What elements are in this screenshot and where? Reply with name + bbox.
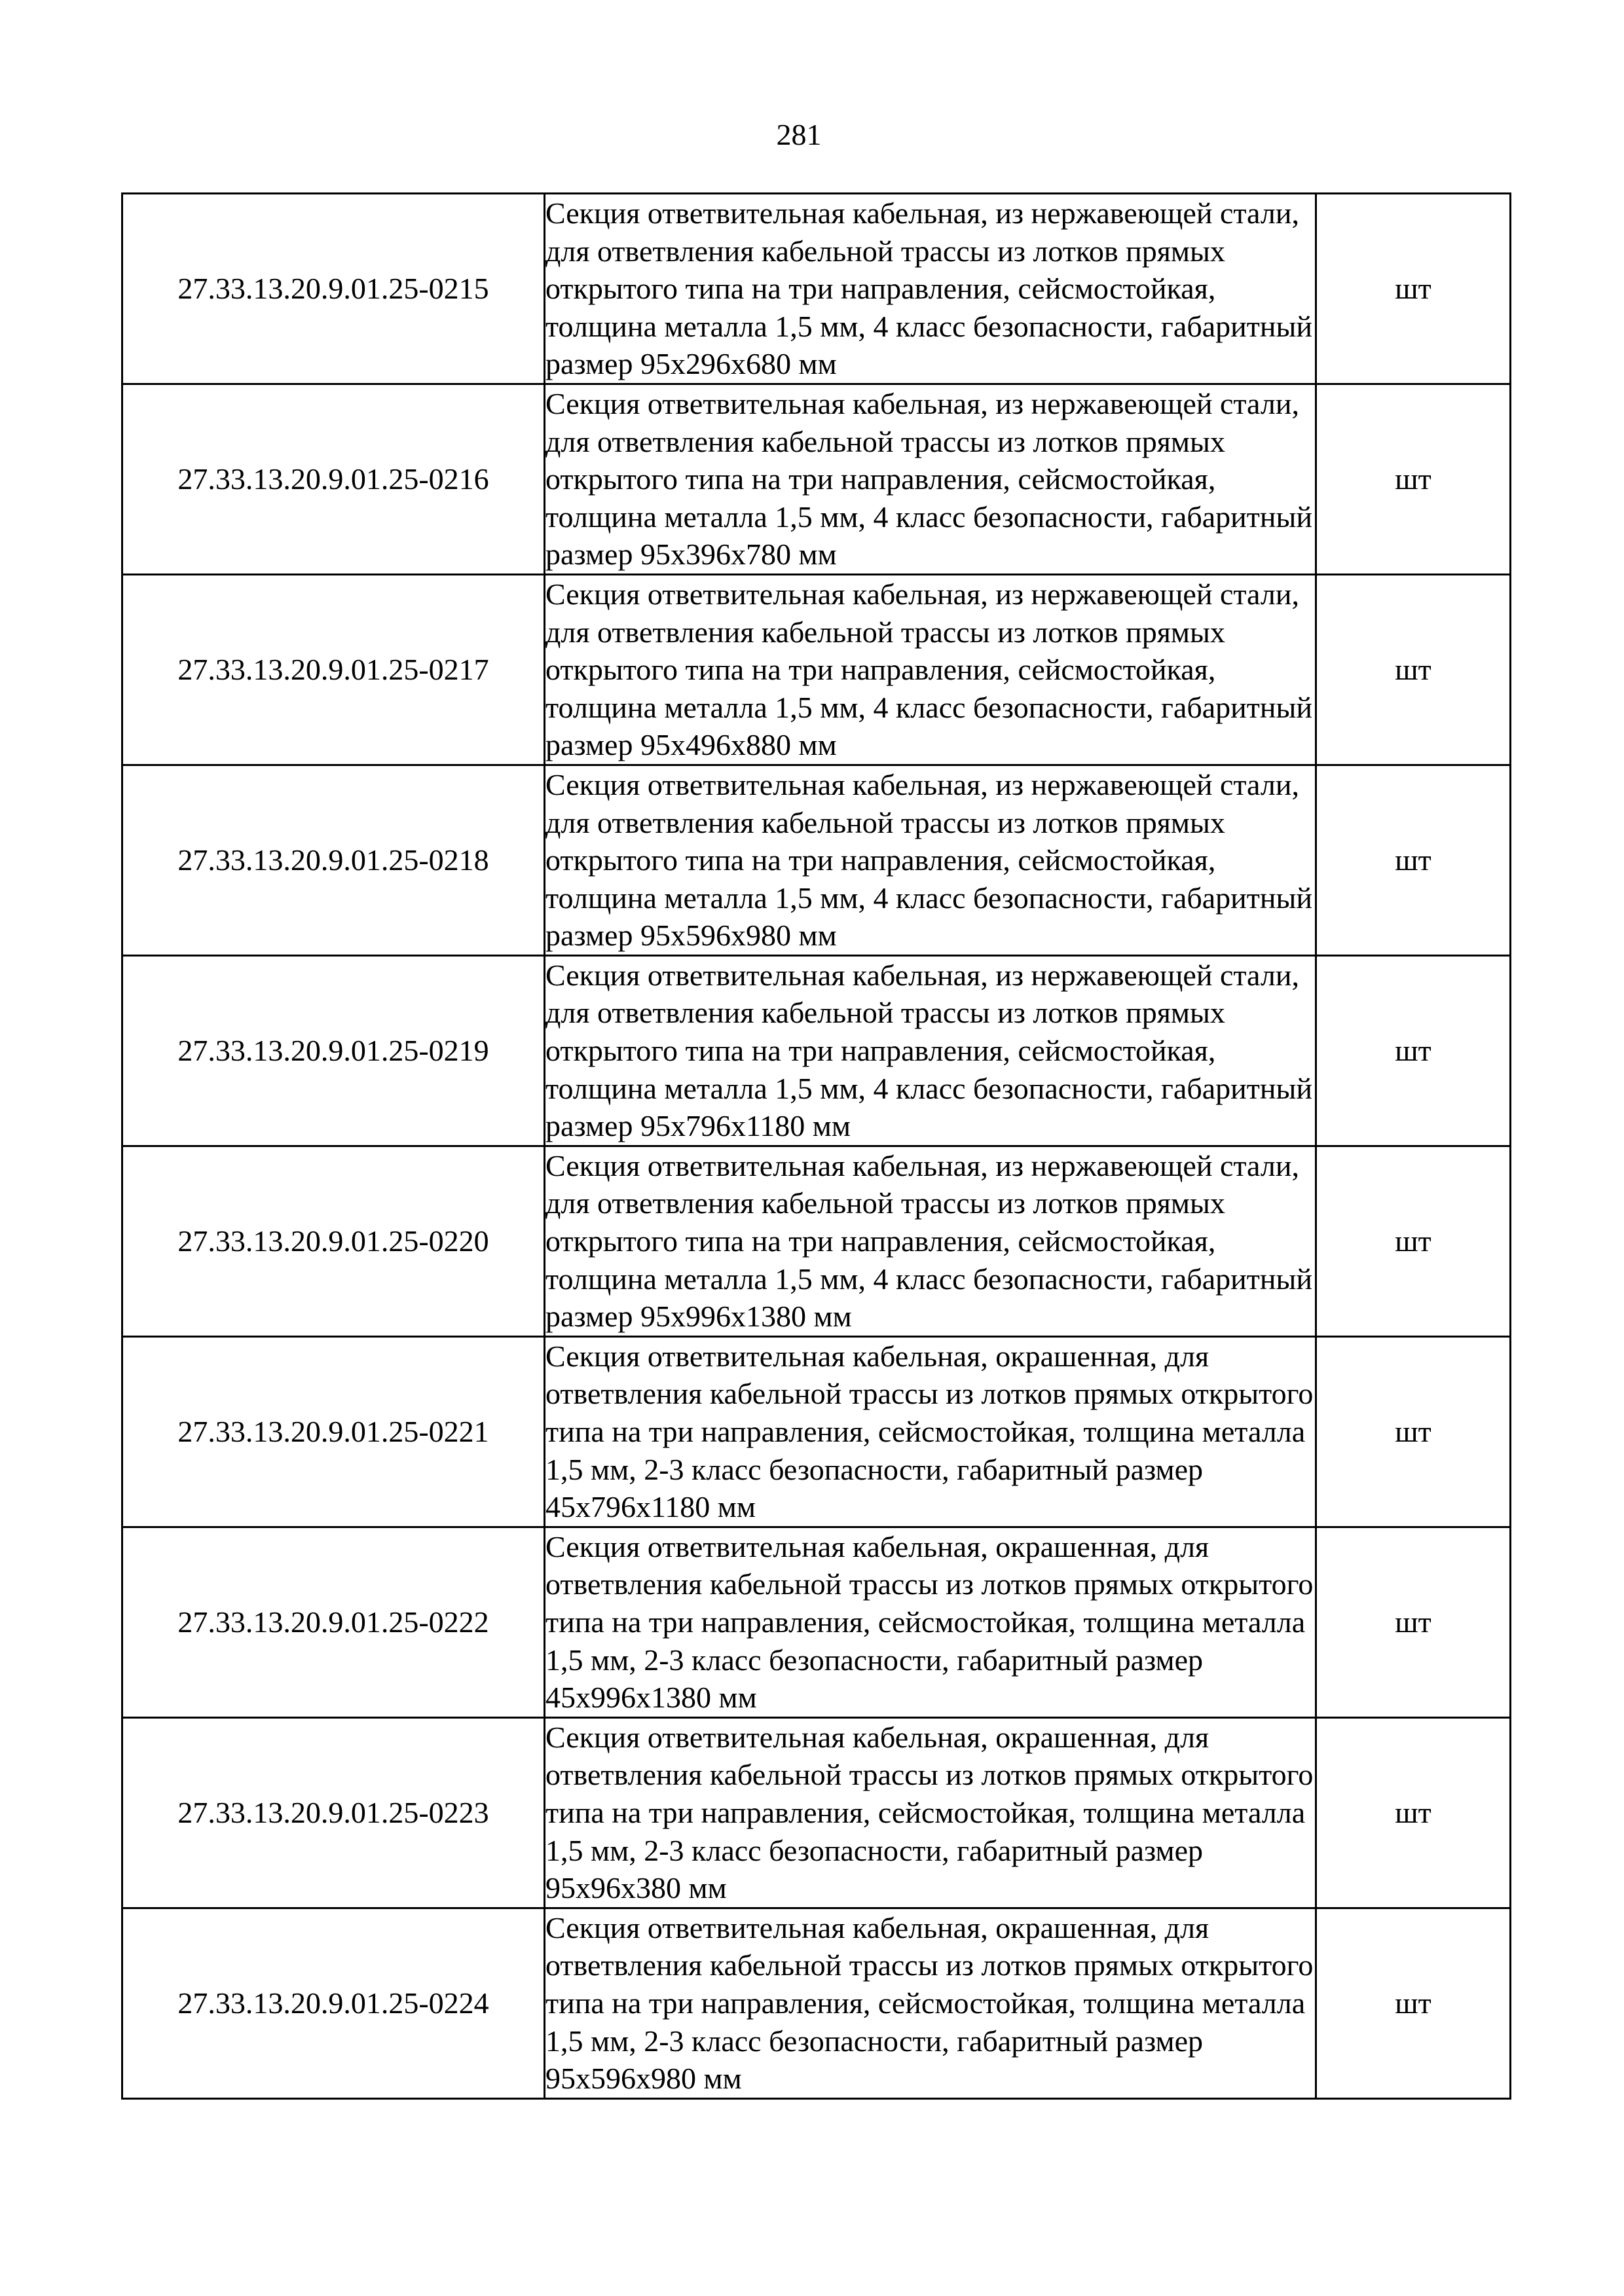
description-cell: Секция ответвительная кабельная, окрашенная, для ответвления кабельной трассы из лотков прямых открытого типа на три направления, сейсмостойкая, толщина металла 1,5 мм, 2-3 класс безопасности, габаритный размер 45х996х1380 мм <box>545 1527 1316 1717</box>
unit-cell: шт <box>1316 765 1511 955</box>
unit-cell: шт <box>1316 194 1511 384</box>
table-row <box>122 1146 1511 1336</box>
table-row <box>122 574 1511 765</box>
table-row <box>122 1527 1511 1717</box>
unit-cell: шт <box>1316 1527 1511 1717</box>
code-cell: 27.33.13.20.9.01.25-0224 <box>122 1908 545 2098</box>
code-cell: 27.33.13.20.9.01.25-0223 <box>122 1717 545 1908</box>
code-cell: 27.33.13.20.9.01.25-0219 <box>122 955 545 1146</box>
description-cell: Секция ответвительная кабельная, из нержавеющей стали, для ответвления кабельной трассы из лотков прямых открытого типа на три направления, сейсмостойкая, толщина металла 1,5 мм, 4 класс безопасности, габаритный размер 95х996х1380 мм <box>545 1146 1316 1336</box>
unit-cell: шт <box>1316 1908 1511 2098</box>
unit-cell: шт <box>1316 1146 1511 1336</box>
description-cell: Секция ответвительная кабельная, из нержавеющей стали, для ответвления кабельной трассы из лотков прямых открытого типа на три направления, сейсмостойкая, толщина металла 1,5 мм, 4 класс безопасности, габаритный размер 95х496х880 мм <box>545 574 1316 765</box>
unit-cell: шт <box>1316 1336 1511 1527</box>
code-cell: 27.33.13.20.9.01.25-0221 <box>122 1336 545 1527</box>
unit-cell: шт <box>1316 574 1511 765</box>
code-cell: 27.33.13.20.9.01.25-0217 <box>122 574 545 765</box>
description-cell: Секция ответвительная кабельная, из нержавеющей стали, для ответвления кабельной трассы из лотков прямых открытого типа на три направления, сейсмостойкая, толщина металла 1,5 мм, 4 класс безопасности, габаритный размер 95х596х980 мм <box>545 765 1316 955</box>
unit-cell: шт <box>1316 1717 1511 1908</box>
description-cell: Секция ответвительная кабельная, из нержавеющей стали, для ответвления кабельной трассы из лотков прямых открытого типа на три направления, сейсмостойкая, толщина металла 1,5 мм, 4 класс безопасности, габаритный размер 95х396х780 мм <box>545 384 1316 574</box>
page-number: 281 <box>776 118 822 151</box>
code-cell: 27.33.13.20.9.01.25-0215 <box>122 194 545 384</box>
code-cell: 27.33.13.20.9.01.25-0216 <box>122 384 545 574</box>
description-cell: Секция ответвительная кабельная, из нержавеющей стали, для ответвления кабельной трассы из лотков прямых открытого типа на три направления, сейсмостойкая, толщина металла 1,5 мм, 4 класс безопасности, габаритный размер 95х796х1180 мм <box>545 955 1316 1146</box>
description-cell: Секция ответвительная кабельная, окрашенная, для ответвления кабельной трассы из лотков прямых открытого типа на три направления, сейсмостойкая, толщина металла 1,5 мм, 2-3 класс безопасности, габаритный размер 95х596х980 мм <box>545 1908 1316 2098</box>
table-row <box>122 194 1511 384</box>
unit-cell: шт <box>1316 384 1511 574</box>
table-row <box>122 765 1511 955</box>
code-cell: 27.33.13.20.9.01.25-0220 <box>122 1146 545 1336</box>
table-row <box>122 1908 1511 2098</box>
code-cell: 27.33.13.20.9.01.25-0218 <box>122 765 545 955</box>
table-row <box>122 955 1511 1146</box>
description-cell: Секция ответвительная кабельная, окрашенная, для ответвления кабельной трассы из лотков прямых открытого типа на три направления, сейсмостойкая, толщина металла 1,5 мм, 2-3 класс безопасности, габаритный размер 45х796х1180 мм <box>545 1336 1316 1527</box>
code-cell: 27.33.13.20.9.01.25-0222 <box>122 1527 545 1717</box>
description-cell: Секция ответвительная кабельная, из нержавеющей стали, для ответвления кабельной трассы из лотков прямых открытого типа на три направления, сейсмостойкая, толщина металла 1,5 мм, 4 класс безопасности, габаритный размер 95х296х680 мм <box>545 194 1316 384</box>
specification-table <box>121 192 1511 2100</box>
unit-cell: шт <box>1316 955 1511 1146</box>
table-row <box>122 384 1511 574</box>
table-row <box>122 1336 1511 1527</box>
table-row <box>122 1717 1511 1908</box>
description-cell: Секция ответвительная кабельная, окрашенная, для ответвления кабельной трассы из лотков прямых открытого типа на три направления, сейсмостойкая, толщина металла 1,5 мм, 2-3 класс безопасности, габаритный размер 95х96х380 мм <box>545 1717 1316 1908</box>
